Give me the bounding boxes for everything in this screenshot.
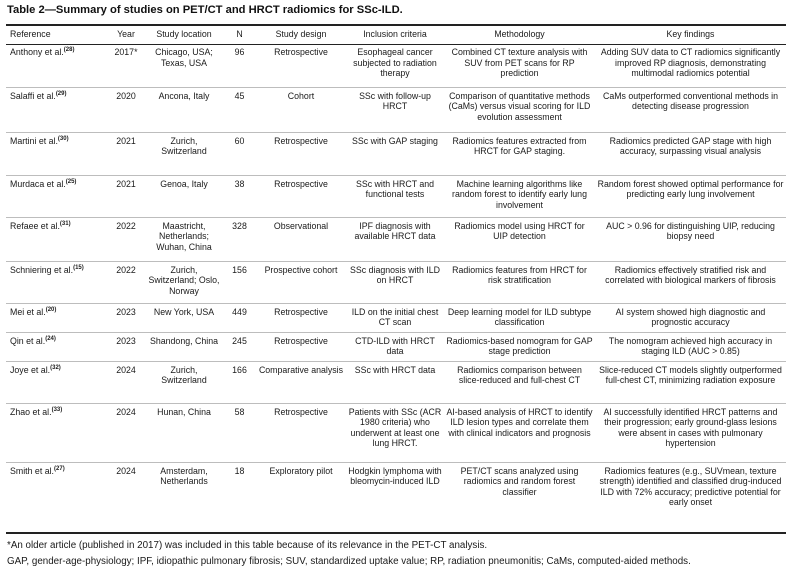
footnote-abbreviations: GAP, gender-age-physiology; IPF, idiopathic pulmonary fibrosis; SUV, standardized uptake value; RP, radiation pneumonitis; CaMs, computed-aided methods. [7,556,691,567]
row-findings: AI successfully identified HRCT patterns and their progression; early ground-glass lesions were absent in cases with pulmonary hypertension [603,406,778,449]
row-methodology: AI-based analysis of HRCT to identify ILD lesion types and correlate them with clinical indicators and prognosis [446,406,593,438]
row-methodology: Combined CT texture analysis with SUV from PET scans for RP prediction [451,47,588,79]
reference-author: Murdaca et al. [10,178,66,189]
row-methodology: Radiomics features extracted from HRCT for GAP staging. [452,135,587,157]
row-inclusion: CTD-ILD with HRCT data [355,335,435,357]
reference-author: Qin et al. [10,335,46,346]
table-caption: Table 2—Summary of studies on PET/CT and HRCT radiomics for SSc-ILD. [7,4,403,16]
row-inclusion: SSc with GAP staging [352,135,438,146]
reference-citation: (15) [73,264,84,271]
row-methodology: Radiomics features from HRCT for risk stratification [452,264,587,286]
row-n: 45 [234,90,245,101]
row-methodology: Machine learning algorithms like random forest to identify early lung involvement [452,178,587,210]
reference-author: Salaffi et al. [10,90,56,101]
row-year: 2024 [116,406,136,417]
row-n: 60 [234,135,245,146]
row-methodology: Radiomics-based nomogram for GAP stage prediction [446,335,593,357]
row-inclusion: SSc with follow-up HRCT [359,90,431,112]
row-findings: CaMs outperformed conventional methods in detecting disease progression [602,90,779,112]
column-header-inclusion: Inclusion criteria [363,29,427,40]
row-reference [6,261,107,303]
row-location: Amsterdam, Netherlands [160,465,208,487]
row-design: Prospective cohort [264,264,338,275]
row-inclusion: Hodgkin lymphoma with bleomycin-induced ILD [348,465,442,487]
row-methodology: PET/CT scans analyzed using radiomics and random forest classifier [460,465,579,497]
reference-author: Martini et al. [10,135,58,146]
row-n: 328 [232,220,247,231]
row-inclusion: Esophageal cancer subjected to radiation therapy [353,47,437,79]
row-reference [6,303,107,332]
column-header-design: Study design [275,29,327,40]
reference-author: Joye et al. [10,364,51,375]
table-row [6,87,786,132]
table-bottom-rule [6,532,786,534]
row-findings: AI system showed high diagnostic and prognostic accuracy [615,306,766,328]
reference-citation: (24) [45,335,56,342]
row-n: 166 [232,364,247,375]
row-location: Zurich, Switzerland [161,364,207,386]
footnote-older-article: *An older article (published in 2017) was included in this table because of its relevance in the PET-CT analysis. [7,540,488,551]
row-findings: Radiomics effectively stratified risk and correlated with biological markers of fibrosis [605,264,776,286]
row-reference [6,44,107,87]
column-header-methodology: Methodology [494,29,545,40]
reference-author: Anthony et al. [10,47,64,57]
row-findings: AUC > 0.96 for distinguishing UIP, reducing biopsy need [606,220,775,242]
reference-citation: (32) [50,364,61,371]
row-methodology: Radiomics model using HRCT for UIP detection [454,220,585,242]
table-row [6,44,786,87]
row-year: 2020 [116,90,136,101]
row-n: 449 [232,306,247,317]
row-design: Retrospective [274,306,328,317]
row-inclusion: SSc with HRCT and functional tests [355,178,435,200]
column-header-n: N [236,29,243,40]
row-year: 2022 [116,264,136,275]
table-row [6,361,786,403]
table-row [6,332,786,361]
row-findings: The nomogram achieved high accuracy in staging ILD (AUC > 0.85) [608,335,773,357]
row-design: Retrospective [274,335,328,346]
row-reference [6,403,107,462]
column-header-year: Year [117,29,135,40]
table-body [6,44,786,523]
row-year: 2023 [116,335,136,346]
row-year: 2023 [116,306,136,317]
row-design: Retrospective [274,135,328,146]
row-reference [6,462,107,523]
table-row [6,303,786,332]
row-location: Hunan, China [157,406,211,417]
row-n: 245 [232,335,247,346]
row-location: Ancona, Italy [158,90,210,101]
table-row [6,217,786,261]
row-location: Maastricht, Netherlands; Wuhan, China [156,220,212,252]
row-inclusion: IPF diagnosis with available HRCT data [354,220,436,242]
reference-author: Refaee et al. [10,220,60,231]
row-reference [6,332,107,361]
reference-citation: (28) [63,47,75,54]
row-location: Chicago, USA; Texas, USA [155,47,213,68]
header-row [6,25,786,44]
row-year: 2022 [116,220,136,231]
reference-citation: (20) [45,306,57,313]
reference-author: Zhao et al. [10,406,52,417]
row-year: 2017* [114,47,138,57]
row-design: Observational [273,220,329,231]
row-inclusion: ILD on the initial chest CT scan [351,306,439,328]
row-findings: Random forest showed optimal performance for predicting early lung involvement [597,178,784,200]
table-row [6,403,786,462]
row-design: Cohort [287,90,315,101]
row-year: 2021 [116,178,136,189]
row-reference [6,217,107,261]
row-location: Zurich, Switzerland [161,135,207,157]
row-n: 38 [234,178,245,189]
reference-citation: (31) [59,220,71,227]
table-row [6,132,786,175]
row-design: Retrospective [274,47,328,57]
row-reference [6,361,107,403]
row-inclusion: Patients with SSc (ACR 1980 criteria) who underwent at least one lung HRCT. [348,406,442,449]
row-design: Retrospective [274,406,328,417]
reference-citation: (27) [54,465,65,472]
row-inclusion: SSc diagnosis with ILD on HRCT [350,264,440,286]
reference-citation: (29) [55,90,67,97]
reference-author: Smith et al. [10,465,55,476]
reference-author: Mei et al. [10,306,46,317]
row-reference [6,132,107,175]
table-row [6,462,786,523]
reference-citation: (30) [57,135,69,142]
reference-author: Schniering et al. [10,264,74,275]
row-findings: Adding SUV data to CT radiomics significantly improved RP diagnosis, demonstrating multimodal radiomics potential [600,47,781,79]
row-findings: Slice-reduced CT models slightly outperformed full-chest CT, minimizing radiation exposure [599,364,782,386]
row-design: Comparative analysis [258,364,344,375]
column-header-location: Study location [156,29,212,40]
row-design: Retrospective [274,178,328,189]
row-location: New York, USA [153,306,215,317]
row-reference [6,87,107,132]
row-methodology: Deep learning model for ILD subtype classification [447,306,592,328]
row-location: Genoa, Italy [160,178,208,189]
row-year: 2021 [116,135,136,146]
row-findings: Radiomics features (e.g., SUVmean, texture strength) identified and classified drug-induced ILD with 72% accuracy; predictive potential for early onset [599,465,782,508]
reference-citation: (25) [65,178,77,185]
row-location: Shandong, China [150,335,218,346]
reference-citation: (33) [51,406,63,413]
table-row [6,261,786,303]
row-n: 58 [234,406,245,417]
row-location: Zurich, Switzerland; Oslo, Norway [148,264,220,296]
row-year: 2024 [116,465,136,476]
row-methodology: Comparison of quantitative methods (CaMs) versus visual scoring for ILD evolution assessment [448,90,591,122]
column-header-reference: Reference [10,29,51,40]
row-findings: Radiomics predicted GAP stage with high accuracy, surpassing visual analysis [609,135,772,157]
row-n: 96 [234,47,245,57]
row-design: Exploratory pilot [269,465,333,476]
row-inclusion: SSc with HRCT data [354,364,436,375]
row-n: 18 [234,465,245,476]
row-methodology: Radiomics comparison between slice-reduced and full-chest CT [457,364,582,386]
row-reference [6,175,107,217]
column-header-findings: Key findings [666,29,715,40]
table-row [6,175,786,217]
row-year: 2024 [116,364,136,375]
table-header [6,25,786,44]
row-n: 156 [232,264,247,275]
summary-table [6,25,786,523]
